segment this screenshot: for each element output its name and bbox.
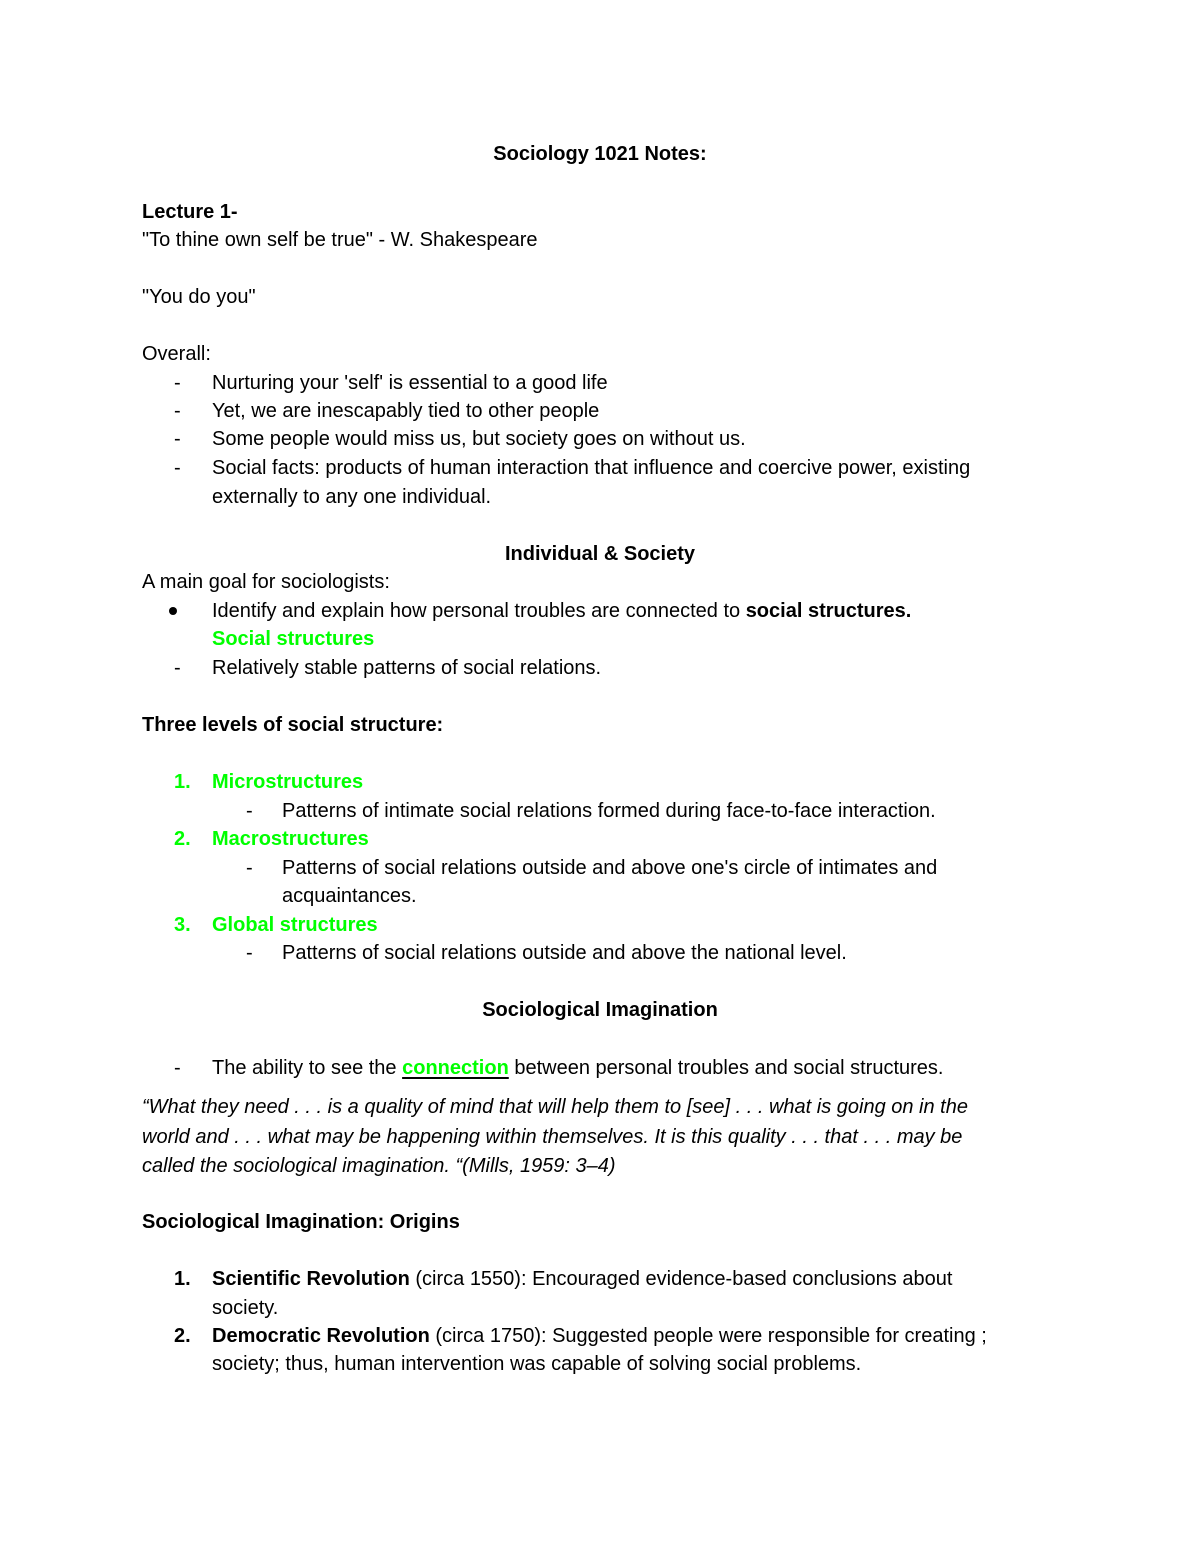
- list-marker: -: [246, 800, 253, 822]
- overall-item: Yet, we are inescapably tied to other people: [212, 400, 600, 422]
- mills-quote-line: “What they need . . . is a quality of mind that will help them to [see] . . . what is going on in the: [142, 1096, 968, 1118]
- sociological-imagination-definition: [212, 1056, 943, 1080]
- list-marker: -: [174, 372, 181, 394]
- overall-item: Nurturing your 'self' is essential to a good life: [212, 372, 608, 394]
- overall-item: Some people would miss us, but society goes on without us.: [212, 428, 746, 450]
- three-levels-heading: Three levels of social structure:: [142, 714, 444, 736]
- macrostructures-definition-continuation: acquaintances.: [282, 885, 417, 907]
- term-macrostructures: Macrostructures: [212, 828, 369, 850]
- individual-society-bullet: [212, 599, 911, 623]
- macrostructures-definition: Patterns of social relations outside and above one's circle of intimates and: [282, 857, 938, 879]
- term-microstructures: Microstructures: [212, 771, 364, 793]
- list-marker: -: [174, 428, 181, 450]
- origins-item-term: Scientific Revolution: [212, 1268, 410, 1290]
- list-marker: -: [174, 657, 181, 679]
- origins-item: [212, 1267, 952, 1291]
- section-heading-individual-society: Individual & Society: [504, 543, 696, 565]
- overall-heading: Overall:: [142, 343, 211, 365]
- global-structures-definition: Patterns of social relations outside and above the national level.: [282, 942, 847, 964]
- highlight-connection: connection: [402, 1057, 509, 1079]
- list-marker: -: [174, 400, 181, 422]
- list-number: 3.: [174, 914, 191, 936]
- list-marker: -: [174, 457, 181, 479]
- mills-quote-line: called the sociological imagination. “(Mills, 1959: 3–4): [142, 1155, 616, 1177]
- shakespeare-quote: "To thine own self be true" - W. Shakespeare: [142, 229, 538, 251]
- mills-quote-line: world and . . . what may be happening within themselves. It is this quality . . . that . . . may be: [142, 1126, 963, 1148]
- overall-item: Social facts: products of human interaction that influence and coercive power, existing: [212, 457, 971, 479]
- bullet-icon: [169, 607, 177, 615]
- list-number: 2.: [174, 828, 191, 850]
- list-marker: -: [246, 857, 253, 879]
- bullet-bold-text: social structures.: [745, 600, 912, 622]
- list-number: 2.: [174, 1325, 191, 1347]
- microstructures-definition: Patterns of intimate social relations formed during face-to-face interaction.: [282, 800, 936, 822]
- definition-text-before: The ability to see the: [212, 1057, 403, 1079]
- origins-item-continuation: society.: [212, 1297, 279, 1319]
- lecture-heading: Lecture 1-: [142, 201, 238, 223]
- list-marker: -: [174, 1057, 181, 1079]
- list-number: 1.: [174, 771, 191, 793]
- overall-item-continuation: externally to any one individual.: [212, 486, 492, 508]
- social-structures-definition: Relatively stable patterns of social relations.: [212, 657, 602, 679]
- origins-item-term: Democratic Revolution: [212, 1325, 430, 1347]
- individual-society-intro: A main goal for sociologists:: [142, 571, 390, 593]
- term-social-structures: Social structures: [212, 628, 375, 650]
- term-global-structures: Global structures: [212, 914, 378, 936]
- bullet-text: Identify and explain how personal troubles are connected to: [212, 600, 746, 622]
- origins-heading: Sociological Imagination: Origins: [142, 1211, 460, 1233]
- origins-item-text: (circa 1750): Suggested people were responsible for creating ;: [429, 1325, 987, 1347]
- document-title: Sociology 1021 Notes:: [493, 143, 707, 165]
- you-do-you-quote: "You do you": [142, 286, 256, 308]
- list-marker: -: [246, 942, 253, 964]
- list-number: 1.: [174, 1268, 191, 1290]
- origins-item-text: (circa 1550): Encouraged evidence-based conclusions about: [409, 1268, 953, 1290]
- section-heading-sociological-imagination: Sociological Imagination: [482, 999, 718, 1021]
- origins-item-continuation: society; thus, human intervention was capable of solving social problems.: [212, 1353, 862, 1375]
- origins-item: [212, 1324, 987, 1348]
- definition-text-after: between personal troubles and social structures.: [508, 1057, 944, 1079]
